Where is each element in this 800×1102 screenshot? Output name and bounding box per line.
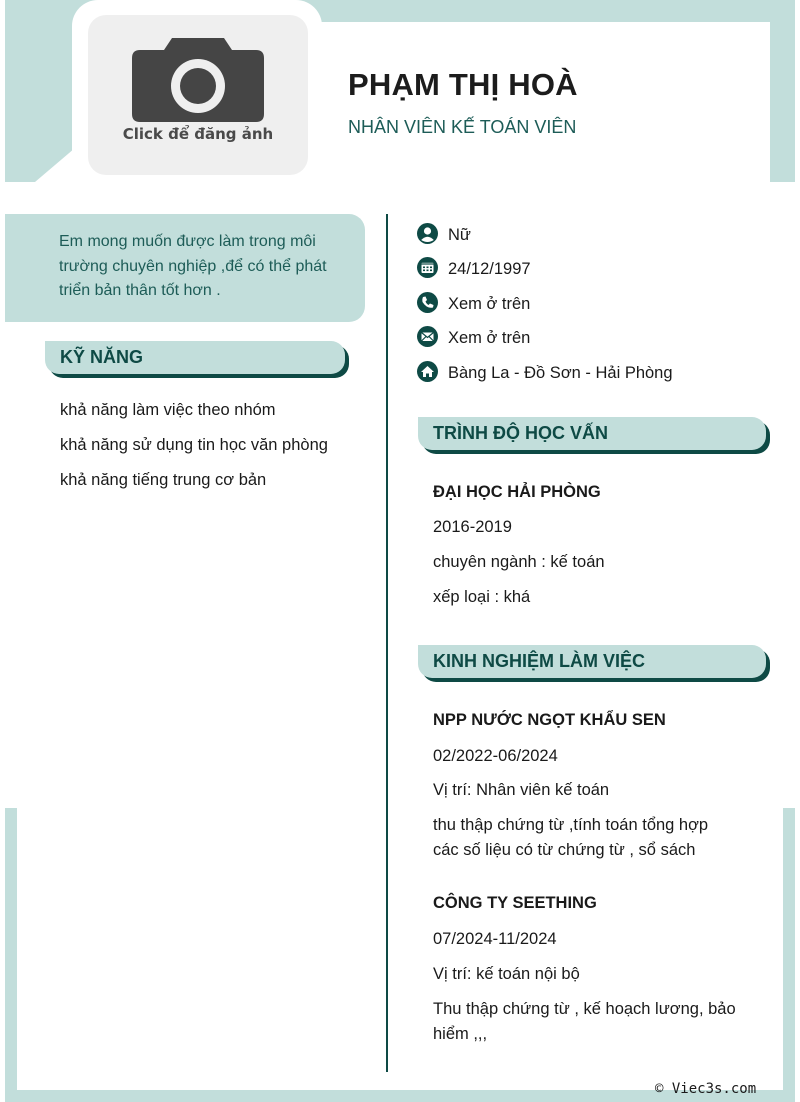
job-description: thu thập chứng từ ,tính toán tổng hợp các số liệu có từ chứng từ , sổ sách — [433, 816, 709, 859]
education-years: 2016-2019 — [433, 518, 512, 536]
dob-value: 24/12/1997 — [448, 260, 531, 278]
email-icon — [417, 326, 438, 347]
objective-text: Em mong muốn được làm trong môi trường chuyên nghiệp ,để có thể phát triển bản thân tốt hơn . — [59, 233, 327, 299]
experience-heading: KINH NGHIỆM LÀM VIỆC — [418, 645, 766, 678]
phone-value: Xem ở trên — [448, 295, 531, 313]
job-position: Vị trí: Nhân viên kế toán — [433, 781, 610, 799]
email-value: Xem ở trên — [448, 329, 531, 347]
job-description: Thu thập chứng từ , kế hoạch lương, bảo hiểm ,,, — [433, 1000, 736, 1043]
education-heading: TRÌNH ĐỘ HỌC VẤN — [418, 417, 766, 450]
education-major: chuyên ngành : kế toán — [433, 553, 605, 571]
calendar-icon — [417, 257, 438, 278]
company-name: CÔNG TY SEETHING — [433, 894, 597, 912]
gender-value: Nữ — [448, 226, 471, 244]
skills-heading: KỸ NĂNG — [45, 341, 345, 374]
job-position: Vị trí: kế toán nội bộ — [433, 965, 580, 983]
user-icon — [417, 223, 438, 244]
job-period: 07/2024-11/2024 — [433, 930, 557, 948]
column-divider — [386, 214, 388, 1072]
address-value: Bàng La - Đồ Sơn - Hải Phòng — [448, 364, 673, 382]
job-period: 02/2022-06/2024 — [433, 747, 558, 765]
home-icon — [417, 361, 438, 382]
skill-item: khả năng sử dụng tin học văn phòng — [60, 436, 328, 454]
phone-icon — [417, 292, 438, 313]
education-rank: xếp loại : khá — [433, 588, 531, 606]
school-name: ĐẠI HỌC HẢI PHÒNG — [433, 483, 601, 501]
candidate-name: PHẠM THỊ HOÀ — [348, 67, 578, 102]
footer-credit: © Viec3s.com — [655, 1081, 757, 1097]
company-name: NPP NƯỚC NGỌT KHẨU SEN — [433, 711, 666, 729]
skill-item: khả năng làm việc theo nhóm — [60, 401, 276, 419]
camera-icon — [132, 38, 264, 122]
photo-upload-caption: Click để đăng ảnh — [122, 125, 274, 143]
job-title: NHÂN VIÊN KẾ TOÁN VIÊN — [348, 117, 577, 137]
skill-item: khả năng tiếng trung cơ bản — [60, 471, 267, 489]
frame-corner-decoration — [5, 148, 75, 184]
